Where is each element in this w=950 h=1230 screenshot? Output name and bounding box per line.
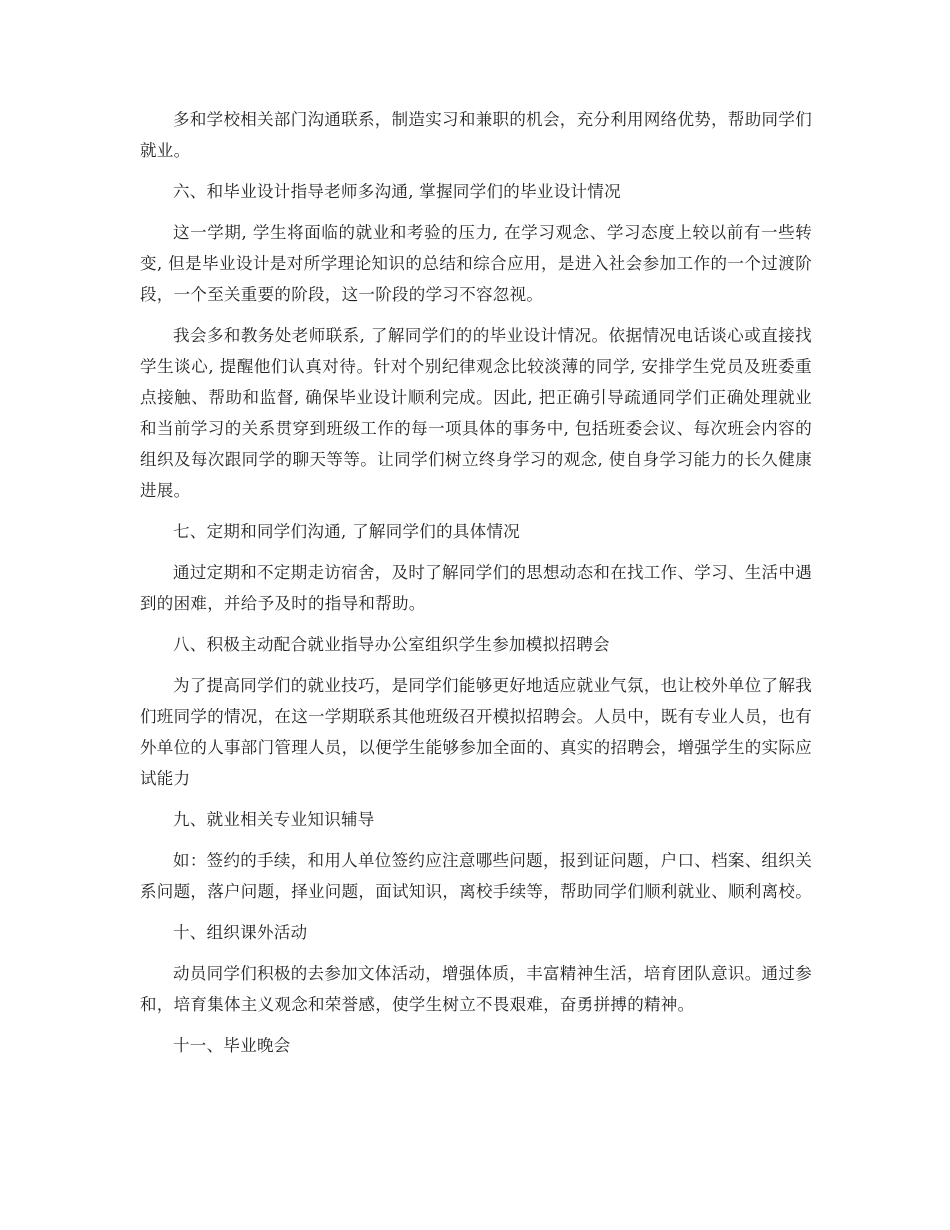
paragraph-employment-help: 多和学校相关部门沟通联系，制造实习和兼职的机会，充分利用网络优势，帮助同学们就业。 xyxy=(140,110,812,160)
heading-section-9: 九、就业相关专业知识辅导 xyxy=(173,810,375,829)
paragraph-mock-recruitment: 为了提高同学们的就业技巧，是同学们能够更好地适应就业气氛，也让校外单位了解我们班同学的情况，在这一学期联系其他班级召开模拟招聘会。人员中，既有专业人员，也有外单位的人事部门管理人员，以便学生能够参加全面的、真实的招聘会，增强学生的实际应试能力 xyxy=(140,676,812,788)
heading-section-6: 六、和毕业设计指导老师多沟通, 掌握同学们的毕业设计情况 xyxy=(173,182,621,201)
paragraph-employment-knowledge: 如：签约的手续，和用人单位签约应注意哪些问题，报到证问题，户口、档案、组织关系问题，落户问题，择业问题，面试知识，离校手续等，帮助同学们顺利就业、顺利离校。 xyxy=(140,851,812,901)
paragraph-contact-teachers: 我会多和教务处老师联系, 了解同学们的的毕业设计情况。依据情况电话谈心或直接找学生谈心, 提醒他们认真对待。针对个别纪律观念比较淡薄的同学, 安排学生党员及班委重点接触、帮助和监督, 确保毕业设计顺利完成。因此, 把正确引导疏通同学们正确处理就业和当前学习的关系贯穿到班级工作的每一项具体的事务中, 包括班委会议、每次班会内容的组织及每次跟同学的聊天等等。让同学们树立终身学习的观念, 使自身学习能力的长久健康进展。 xyxy=(140,326,812,500)
heading-section-7: 七、定期和同学们沟通, 了解同学们的具体情况 xyxy=(173,522,521,541)
heading-section-10: 十、组织课外活动 xyxy=(173,923,308,942)
paragraph-semester-pressure: 这一学期, 学生将面临的就业和考验的压力, 在学习观念、学习态度上较以前有一些转变, 但是毕业设计是对所学理论知识的总结和综合应用，是进入社会参加工作的一个过渡阶段，一个至关重要的阶段，这一阶段的学习不容忽视。 xyxy=(140,223,812,304)
heading-section-8: 八、积极主动配合就业指导办公室组织学生参加模拟招聘会 xyxy=(173,635,610,654)
document-body xyxy=(140,104,812,1071)
heading-section-11: 十一、毕业晚会 xyxy=(173,1036,291,1055)
paragraph-dorm-visits: 通过定期和不定期走访宿舍，及时了解同学们的思想动态和在找工作、学习、生活中遇到的困难，并给予及时的指导和帮助。 xyxy=(140,563,812,613)
paragraph-extracurricular: 动员同学们积极的去参加文体活动，增强体质，丰富精神生活，培育团队意识。通过参和，培育集体主义观念和荣誉感，使学生树立不畏艰难，奋勇拼搏的精神。 xyxy=(140,964,812,1014)
